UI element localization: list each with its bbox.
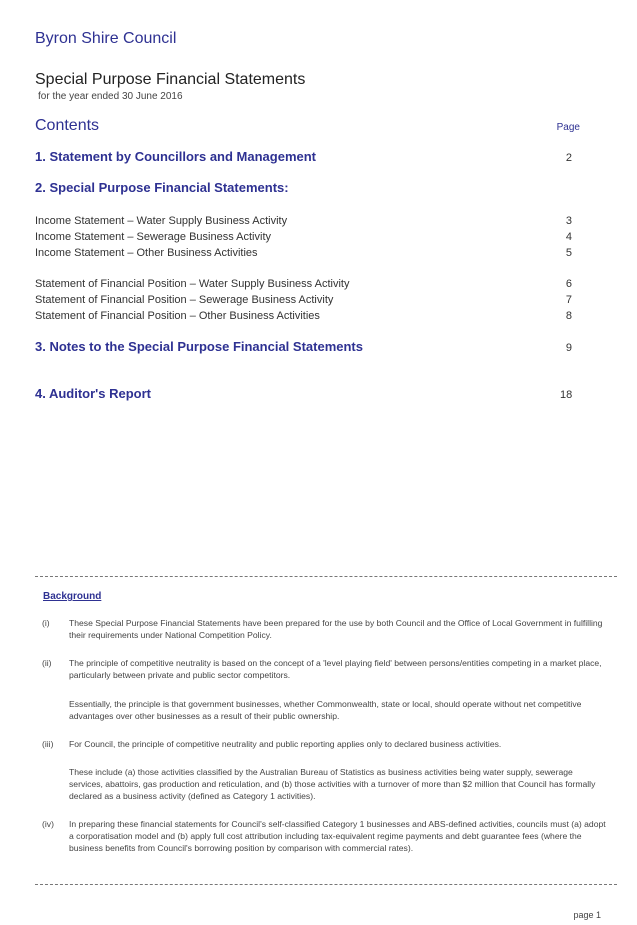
toc-section-4[interactable] <box>35 386 572 401</box>
toc-section-label: 2. Special Purpose Financial Statements: <box>35 180 289 195</box>
page-number: page 1 <box>573 910 601 920</box>
toc-item[interactable] <box>35 294 572 306</box>
toc-item[interactable] <box>35 231 572 243</box>
note-text: Essentially, the principle is that government businesses, whether Commonwealth, state or local, should operate without net competitive advantages over other businesses as a result of their public ownership. <box>69 699 582 721</box>
note-text: The principle of competitive neutrality is based on the concept of a 'level playing field' between persons/entities competing in a market place, particularly between private and public sector competitors. <box>69 658 602 680</box>
note-text: These Special Purpose Financial Statements have been prepared for the use by both Council and the Office of Local Government in fulfilling their requirements under National Competition Policy. <box>69 618 603 640</box>
toc-item-page: 6 <box>565 278 572 290</box>
toc-item-page: 4 <box>565 231 572 243</box>
divider-bottom <box>35 884 617 885</box>
toc-item[interactable] <box>35 278 572 290</box>
toc-item[interactable] <box>35 247 572 259</box>
toc-section-label: 1. Statement by Councillors and Management <box>35 149 316 164</box>
background-note <box>42 818 607 854</box>
page-column-header: Page <box>556 122 580 133</box>
toc-item-label: Statement of Financial Position – Sewerage Business Activity <box>35 294 334 306</box>
note-number <box>42 766 69 802</box>
toc-section-page: 9 <box>565 342 572 354</box>
toc-section-3[interactable] <box>35 339 572 354</box>
toc-section-page: 2 <box>565 152 572 164</box>
toc-item-label: Income Statement – Water Supply Business Activity <box>35 215 288 227</box>
toc-item-label: Income Statement – Other Business Activities <box>35 247 258 259</box>
council-name: Byron Shire Council <box>35 30 177 47</box>
document-title: Special Purpose Financial Statements <box>35 71 306 88</box>
note-text: These include (a) those activities classified by the Australian Bureau of Statistics as business activities being water supply, sewerage services, abattoirs, gas production and reticulation, and (b) those activities with a turnover of more than $2 million that Council has formally declared as a business activity (defined as Category 1 activities). <box>69 767 596 801</box>
toc-section-2[interactable] <box>35 180 572 195</box>
toc-item-label: Income Statement – Sewerage Business Activity <box>35 231 272 243</box>
background-note <box>42 657 607 681</box>
toc-item-page: 7 <box>565 294 572 306</box>
toc-item-page: 5 <box>565 247 572 259</box>
toc-item[interactable] <box>35 215 572 227</box>
background-note <box>42 698 607 722</box>
note-number: (iv) <box>42 819 54 829</box>
toc-item-page: 3 <box>565 215 572 227</box>
toc-section-1[interactable] <box>35 149 572 164</box>
toc-item-page: 8 <box>565 310 572 322</box>
note-text: For Council, the principle of competitive neutrality and public reporting applies only to declared business activities. <box>69 739 502 749</box>
note-number: (ii) <box>42 658 52 668</box>
divider-top <box>35 576 617 577</box>
background-note <box>42 617 607 641</box>
toc-item-label: Statement of Financial Position – Water Supply Business Activity <box>35 278 350 290</box>
note-text: In preparing these financial statements for Council's self-classified Category 1 businesses and ABS-defined activities, councils must (a) adopt a corporatisation model and (b) apply full cost attribution including tax-equivalent regime payments and debt guarantee fees (where the business benefits from Council's borrowing position by comparison with commercial rates). <box>69 819 606 853</box>
note-number: (i) <box>42 618 50 628</box>
toc-section-page: 18 <box>560 389 573 401</box>
toc-section-label: 3. Notes to the Special Purpose Financial Statements <box>35 339 363 354</box>
contents-heading: Contents <box>35 117 100 134</box>
note-number <box>42 698 69 722</box>
background-note <box>42 738 607 750</box>
background-heading: Background <box>43 591 102 602</box>
note-number: (iii) <box>42 739 54 749</box>
background-note <box>42 766 607 802</box>
toc-section-label: 4. Auditor's Report <box>35 386 152 401</box>
document-subtitle: for the year ended 30 June 2016 <box>38 91 183 102</box>
toc-item[interactable] <box>35 310 572 322</box>
toc-item-label: Statement of Financial Position – Other Business Activities <box>35 310 320 322</box>
